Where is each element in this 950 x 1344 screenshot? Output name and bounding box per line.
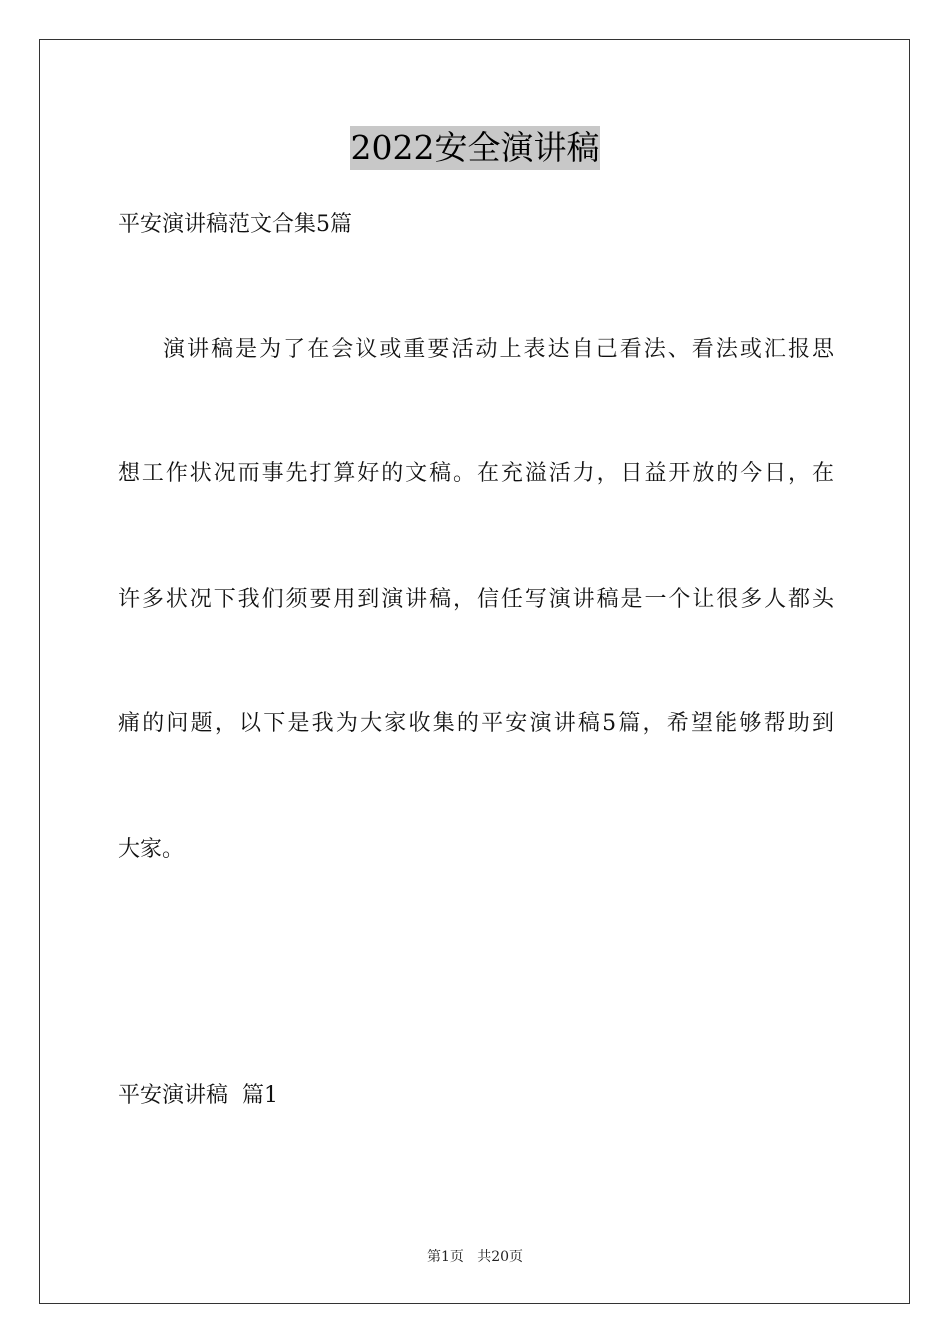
document-subtitle: 平安演讲稿范文合集5篇 — [118, 212, 352, 237]
document-title: 2022安全演讲稿 — [350, 126, 601, 170]
title-container — [0, 126, 950, 170]
paragraph-line-3: 许多状况下我们须要用到演讲稿，信任写演讲稿是一个让很多人都头 — [118, 587, 834, 612]
paragraph-line-2: 想工作状况而事先打算好的文稿。在充溢活力，日益开放的今日，在 — [118, 461, 834, 486]
page-number-footer: 第1页 共20页 — [426, 1249, 524, 1265]
section-heading: 平安演讲稿 篇1 — [118, 1083, 278, 1108]
paragraph-line-1: 演讲稿是为了在会议或重要活动上表达自己看法、看法或汇报思 — [163, 337, 834, 362]
paragraph-line-4: 痛的问题，以下是我为大家收集的平安演讲稿5篇，希望能够帮助到 — [118, 711, 834, 736]
paragraph-line-5: 大家。 — [118, 837, 185, 862]
